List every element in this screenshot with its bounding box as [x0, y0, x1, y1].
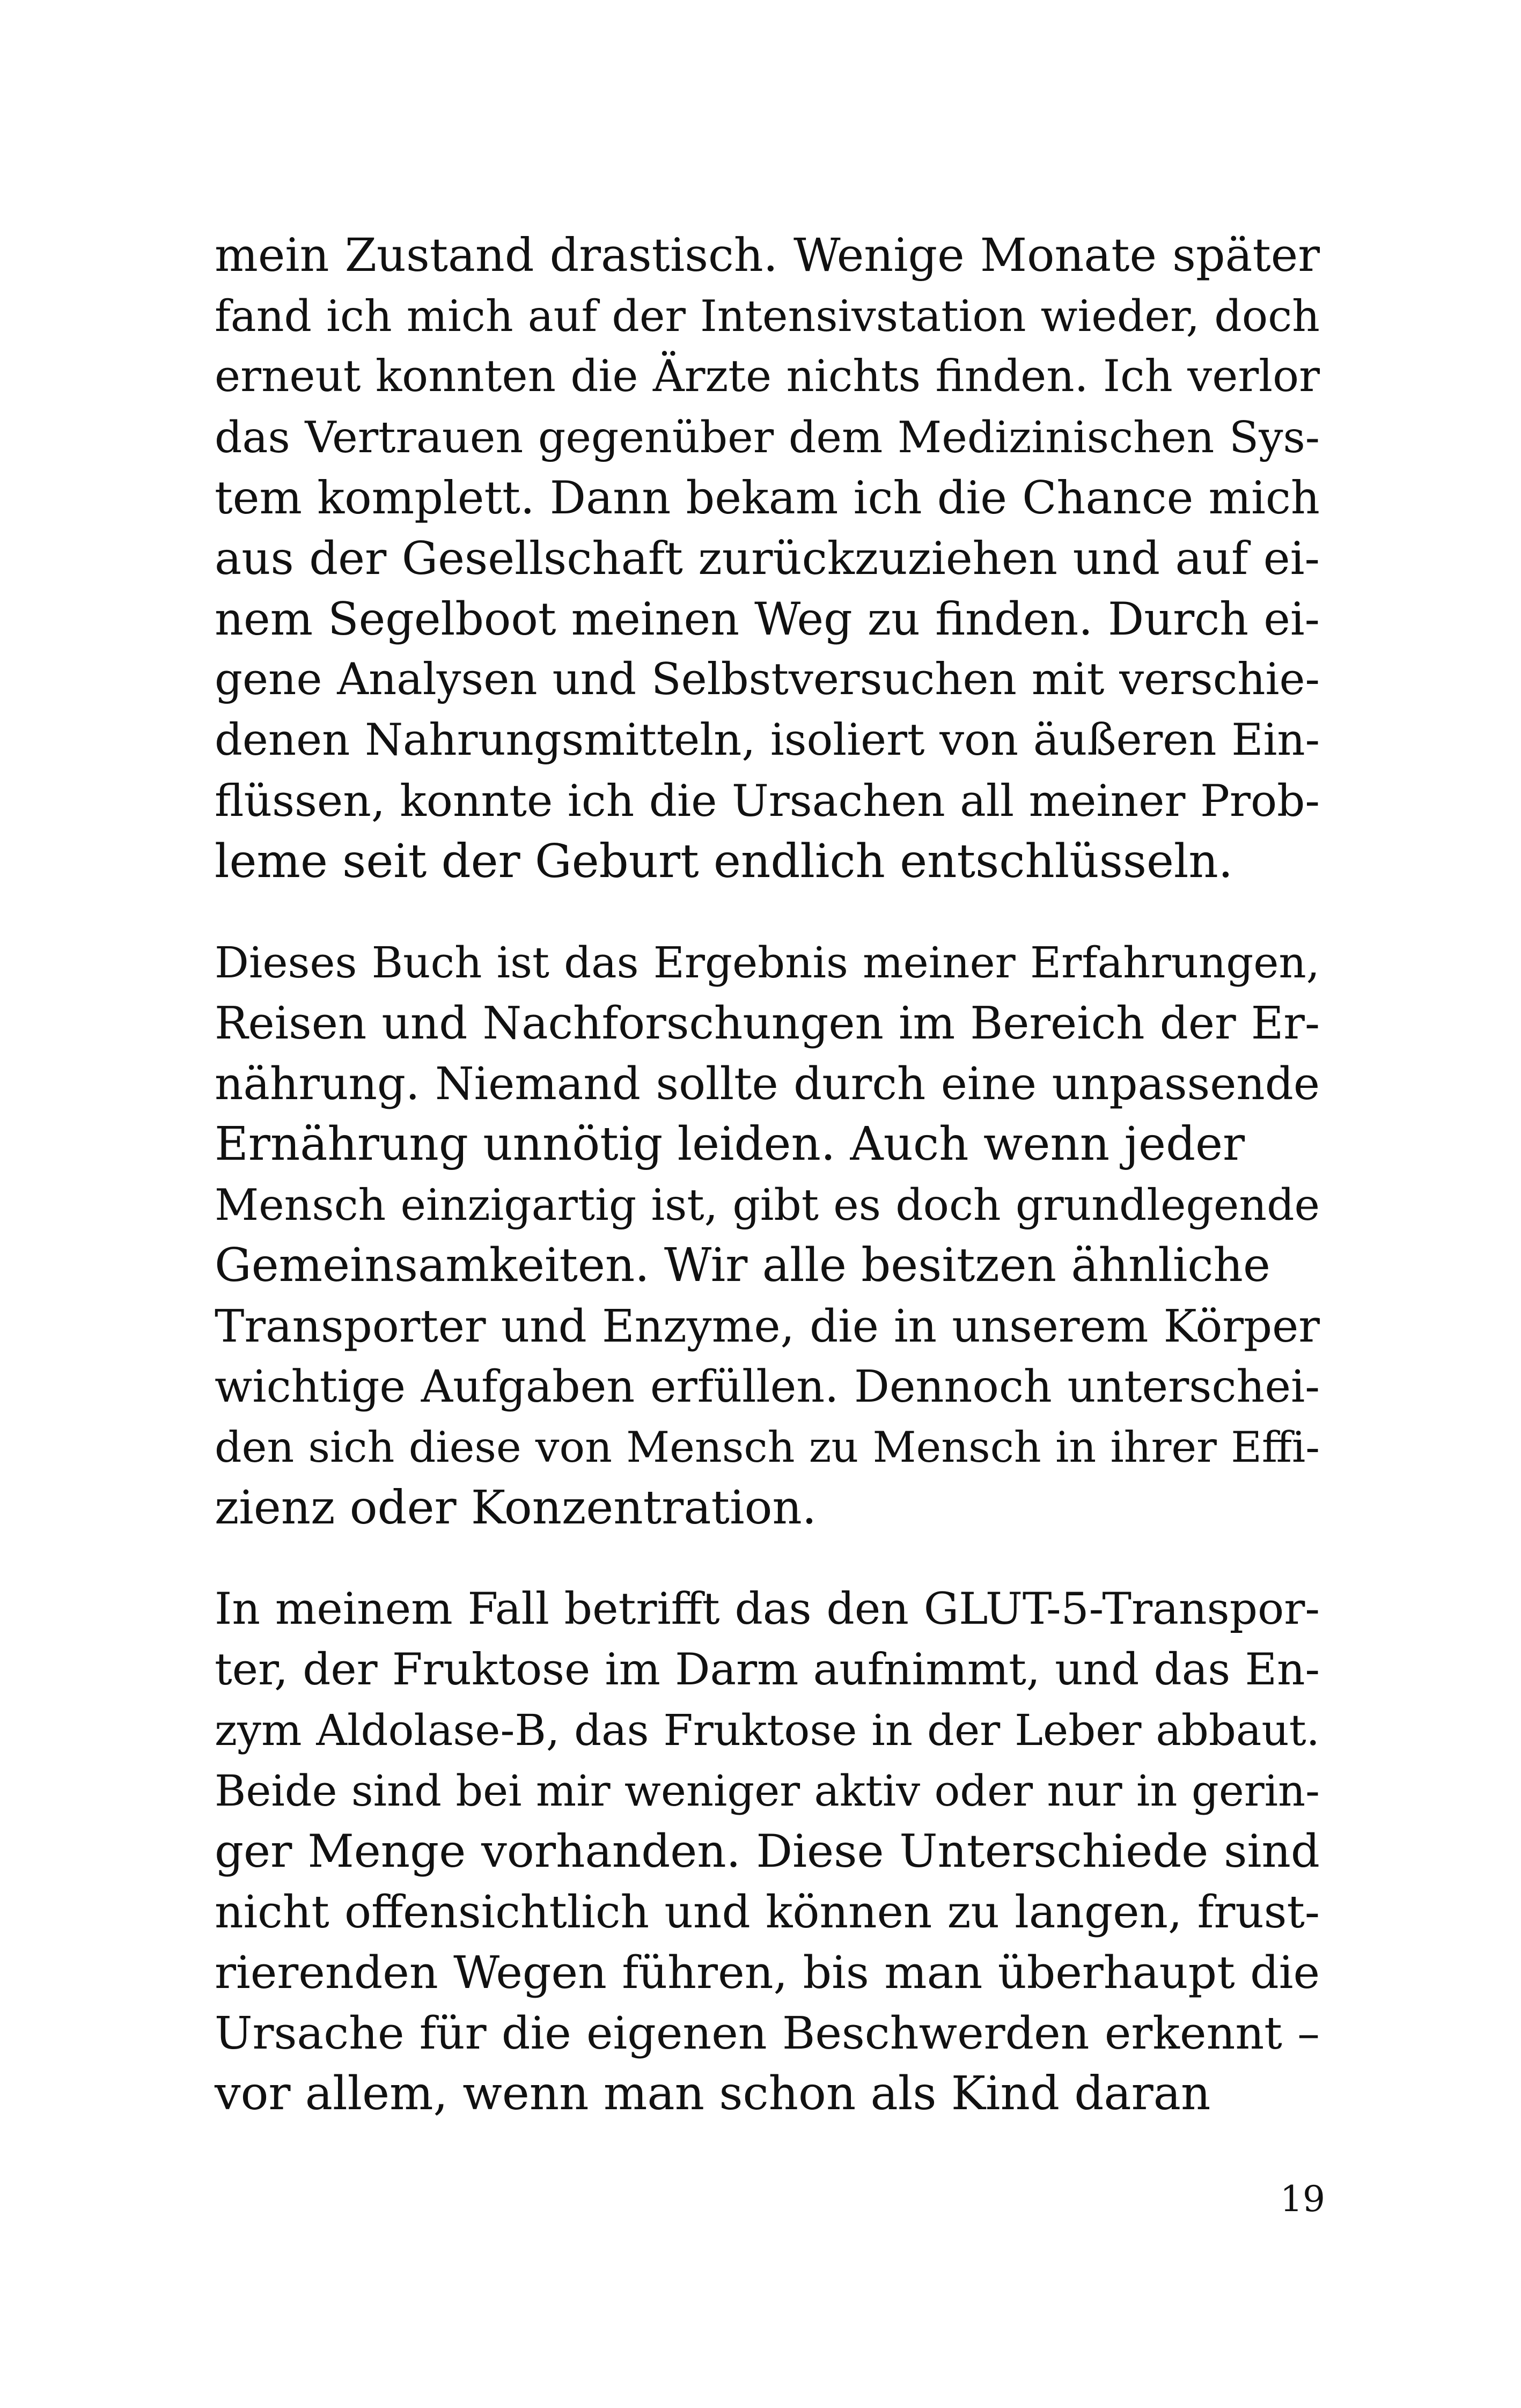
text-line: fand ich mich auf der Intensivstation wieder, doch — [215, 291, 1320, 341]
text-line: vor allem, wenn man schon als Kind daran — [215, 2067, 1211, 2120]
text-line: den sich diese von Mensch zu Mensch in ihrer Effi- — [215, 1423, 1320, 1472]
text-line: In meinem Fall betrifft das den GLUT-5-Transpor- — [215, 1584, 1320, 1634]
text-line: Transporter und Enzyme, die in unserem Körper — [215, 1300, 1320, 1352]
text-line: nem Segelboot meinen Weg zu finden. Durch ei- — [215, 593, 1320, 645]
paragraph-1 — [215, 225, 1320, 892]
body-text — [215, 225, 1320, 2124]
text-line: mein Zustand drastisch. Wenige Monate später — [215, 229, 1320, 282]
text-line: Ernährung unnötig leiden. Auch wenn jeder — [215, 1117, 1245, 1171]
text-line: nicht offensichtlich und können zu langen, frust- — [215, 1886, 1320, 1938]
text-line: Dieses Buch ist das Ergebnis meiner Erfahrungen, — [215, 938, 1320, 988]
text-line: erneut konnten die Ärzte nichts finden. Ich verlor — [215, 351, 1320, 402]
text-line: ger Menge vorhanden. Diese Unterschiede sind — [215, 1825, 1320, 1877]
text-line: Beide sind bei mir weniger aktiv oder nur in gerin- — [215, 1766, 1320, 1816]
text-line: zienz oder Konzentration. — [215, 1481, 817, 1535]
text-line: gene Analysen und Selbstversuchen mit verschie- — [215, 654, 1320, 705]
text-line: rierenden Wegen führen, bis man überhaupt die — [215, 1946, 1320, 1999]
paragraph-2 — [215, 932, 1320, 1538]
text-line: leme seit der Geburt endlich entschlüsseln. — [215, 835, 1233, 888]
text-line: Mensch einzigartig ist, gibt es doch grundlegende — [215, 1180, 1320, 1230]
text-line: tem komplett. Dann bekam ich die Chance mich — [215, 472, 1320, 524]
text-line: zym Aldolase-B, das Fruktose in der Leber abbaut. — [215, 1705, 1320, 1755]
paragraph-3 — [215, 1579, 1320, 2124]
text-line: das Vertrauen gegenüber dem Medizinischen Sys- — [215, 412, 1320, 462]
page-number: 19 — [1280, 2178, 1325, 2220]
paragraph-spacer — [215, 892, 1320, 932]
text-line: Ursache für die eigenen Beschwerden erkennt – — [215, 2007, 1320, 2059]
text-line: ter, der Fruktose im Darm aufnimmt, und das En- — [215, 1644, 1320, 1695]
text-line: Gemeinsamkeiten. Wir alle besitzen ähnliche — [215, 1239, 1270, 1292]
text-line: Reisen und Nachforschungen im Bereich der Er- — [215, 997, 1320, 1049]
text-line: wichtige Aufgaben erfüllen. Dennoch unterschei- — [215, 1361, 1320, 1412]
paragraph-spacer — [215, 1538, 1320, 1579]
text-line: denen Nahrungsmitteln, isoliert von äußeren Ein- — [215, 715, 1320, 765]
text-line: nährung. Niemand sollte durch eine unpassende — [215, 1058, 1320, 1110]
text-line: flüssen, konnte ich die Ursachen all meiner Prob- — [215, 776, 1320, 827]
text-line: aus der Gesellschaft zurückzuziehen und auf ei- — [215, 532, 1320, 585]
